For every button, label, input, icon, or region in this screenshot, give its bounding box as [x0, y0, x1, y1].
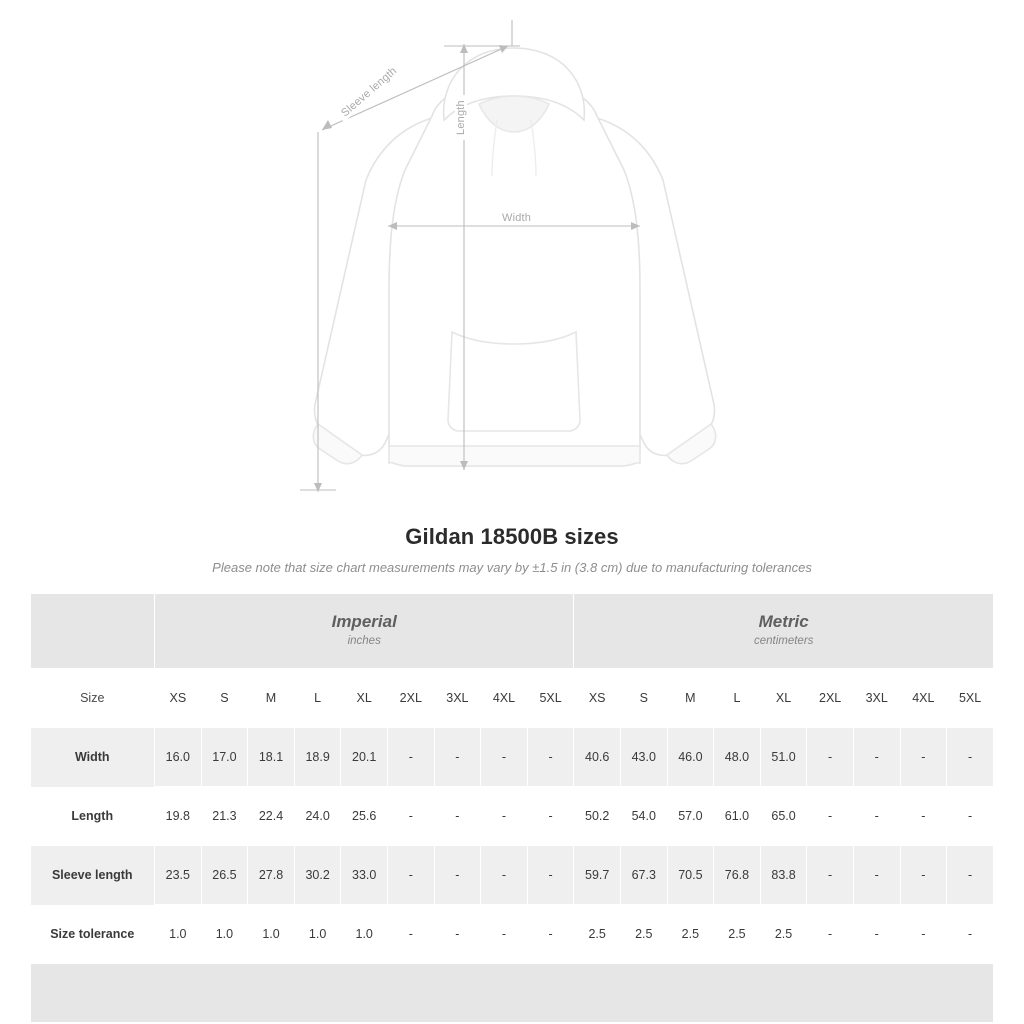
cell-metric-sleeve-5xl: - — [947, 846, 994, 905]
tolerance-note: Please note that size chart measurements may vary by ±1.5 in (3.8 cm) due to manufacturing tolerances — [212, 560, 812, 575]
row-label-length: Length — [31, 787, 155, 846]
cell-imperial-tolerance-2xl: - — [388, 905, 435, 964]
cell-imperial-length-2xl: - — [388, 787, 435, 846]
cell-metric-sleeve-m: 70.5 — [667, 846, 714, 905]
size-chart-table — [30, 593, 994, 1023]
cell-imperial-length-l: 24.0 — [294, 787, 341, 846]
cell-imperial-sleeve-5xl: - — [527, 846, 574, 905]
cell-metric-width-xl: 51.0 — [760, 728, 807, 787]
cell-imperial-width-4xl: - — [481, 728, 528, 787]
cell-metric-tolerance-l: 2.5 — [714, 905, 761, 964]
size-header-metric-4xl: 4XL — [900, 669, 947, 728]
cell-metric-length-s: 54.0 — [620, 787, 667, 846]
title-block — [0, 524, 1024, 575]
size-header-metric-l: L — [714, 669, 761, 728]
cell-imperial-length-s: 21.3 — [201, 787, 248, 846]
size-header-imperial-m: M — [248, 669, 295, 728]
cell-metric-sleeve-xs: 59.7 — [574, 846, 621, 905]
cell-imperial-sleeve-3xl: - — [434, 846, 481, 905]
unit-group-header-row — [31, 594, 994, 669]
cell-imperial-tolerance-4xl: - — [481, 905, 528, 964]
cell-metric-sleeve-l: 76.8 — [714, 846, 761, 905]
group-unit-imperial: inches — [347, 635, 381, 648]
cell-imperial-width-m: 18.1 — [248, 728, 295, 787]
table-footer-cell — [31, 964, 994, 1023]
cell-metric-tolerance-xs: 2.5 — [574, 905, 621, 964]
size-chart-table-wrapper — [30, 593, 994, 1023]
size-header-row — [31, 669, 994, 728]
page-title: Gildan 18500B sizes — [405, 524, 619, 549]
cell-metric-length-m: 57.0 — [667, 787, 714, 846]
group-header-imperial — [155, 594, 574, 669]
size-header-metric-s: S — [620, 669, 667, 728]
cell-imperial-tolerance-xs: 1.0 — [155, 905, 202, 964]
cell-metric-tolerance-5xl: - — [947, 905, 994, 964]
cell-metric-tolerance-m: 2.5 — [667, 905, 714, 964]
dimension-label-sleeve-length: Sleeve length — [336, 62, 402, 122]
size-header-metric-xl: XL — [760, 669, 807, 728]
cell-imperial-tolerance-xl: 1.0 — [341, 905, 388, 964]
size-header-imperial-l: L — [294, 669, 341, 728]
cell-metric-length-5xl: - — [947, 787, 994, 846]
size-header-imperial-5xl: 5XL — [527, 669, 574, 728]
size-header-metric-3xl: 3XL — [853, 669, 900, 728]
group-name-imperial: Imperial — [331, 612, 397, 632]
cell-metric-width-2xl: - — [807, 728, 854, 787]
cell-imperial-tolerance-l: 1.0 — [294, 905, 341, 964]
cell-imperial-length-4xl: - — [481, 787, 528, 846]
size-header-imperial-3xl: 3XL — [434, 669, 481, 728]
cell-imperial-width-s: 17.0 — [201, 728, 248, 787]
cell-metric-sleeve-2xl: - — [807, 846, 854, 905]
cell-metric-length-l: 61.0 — [714, 787, 761, 846]
size-header-imperial-4xl: 4XL — [481, 669, 528, 728]
cell-imperial-width-2xl: - — [388, 728, 435, 787]
cell-metric-width-xs: 40.6 — [574, 728, 621, 787]
size-label-cell: Size — [31, 669, 155, 728]
row-label-sleeve-length: Sleeve length — [31, 846, 155, 905]
cell-imperial-width-l: 18.9 — [294, 728, 341, 787]
cell-imperial-width-xs: 16.0 — [155, 728, 202, 787]
cell-metric-tolerance-xl: 2.5 — [760, 905, 807, 964]
cell-imperial-sleeve-l: 30.2 — [294, 846, 341, 905]
size-header-metric-m: M — [667, 669, 714, 728]
cell-metric-width-5xl: - — [947, 728, 994, 787]
size-header-imperial-xl: XL — [341, 669, 388, 728]
size-header-imperial-s: S — [201, 669, 248, 728]
cell-metric-width-4xl: - — [900, 728, 947, 787]
table-row — [31, 905, 994, 964]
cell-imperial-tolerance-m: 1.0 — [248, 905, 295, 964]
cell-metric-width-3xl: - — [853, 728, 900, 787]
cell-metric-width-m: 46.0 — [667, 728, 714, 787]
cell-metric-sleeve-4xl: - — [900, 846, 947, 905]
cell-metric-width-s: 43.0 — [620, 728, 667, 787]
cell-imperial-tolerance-s: 1.0 — [201, 905, 248, 964]
cell-metric-tolerance-3xl: - — [853, 905, 900, 964]
cell-metric-length-4xl: - — [900, 787, 947, 846]
group-name-metric: Metric — [758, 612, 809, 632]
cell-imperial-sleeve-s: 26.5 — [201, 846, 248, 905]
cell-imperial-sleeve-m: 27.8 — [248, 846, 295, 905]
garment-illustration — [0, 0, 1024, 510]
table-row — [31, 787, 994, 846]
group-header-metric — [574, 594, 994, 669]
row-label-size-tolerance: Size tolerance — [31, 905, 155, 964]
dimension-label-length: Length — [455, 95, 467, 140]
cell-metric-sleeve-3xl: - — [853, 846, 900, 905]
size-header-metric-xs: XS — [574, 669, 621, 728]
cell-imperial-length-5xl: - — [527, 787, 574, 846]
hoodie-drawing — [0, 0, 1024, 510]
cell-imperial-width-3xl: - — [434, 728, 481, 787]
cell-imperial-sleeve-xs: 23.5 — [155, 846, 202, 905]
cell-metric-width-l: 48.0 — [714, 728, 761, 787]
cell-imperial-sleeve-2xl: - — [388, 846, 435, 905]
cell-metric-length-xs: 50.2 — [574, 787, 621, 846]
cell-imperial-tolerance-5xl: - — [527, 905, 574, 964]
table-corner-cell — [31, 594, 155, 669]
size-header-metric-2xl: 2XL — [807, 669, 854, 728]
table-row — [31, 846, 994, 905]
cell-imperial-width-xl: 20.1 — [341, 728, 388, 787]
row-label-width: Width — [31, 728, 155, 787]
table-row — [31, 728, 994, 787]
size-header-imperial-2xl: 2XL — [388, 669, 435, 728]
group-unit-metric: centimeters — [753, 635, 814, 648]
cell-metric-sleeve-s: 67.3 — [620, 846, 667, 905]
cell-imperial-sleeve-4xl: - — [481, 846, 528, 905]
cell-metric-tolerance-4xl: - — [900, 905, 947, 964]
cell-metric-tolerance-s: 2.5 — [620, 905, 667, 964]
cell-imperial-length-xs: 19.8 — [155, 787, 202, 846]
cell-imperial-length-xl: 25.6 — [341, 787, 388, 846]
cell-imperial-width-5xl: - — [527, 728, 574, 787]
cell-metric-sleeve-xl: 83.8 — [760, 846, 807, 905]
cell-imperial-length-m: 22.4 — [248, 787, 295, 846]
cell-metric-length-3xl: - — [853, 787, 900, 846]
cell-imperial-length-3xl: - — [434, 787, 481, 846]
cell-metric-tolerance-2xl: - — [807, 905, 854, 964]
table-footer-row — [31, 964, 994, 1023]
size-header-metric-5xl: 5XL — [947, 669, 994, 728]
cell-imperial-tolerance-3xl: - — [434, 905, 481, 964]
dimension-label-width: Width — [496, 212, 537, 224]
cell-metric-length-2xl: - — [807, 787, 854, 846]
cell-imperial-sleeve-xl: 33.0 — [341, 846, 388, 905]
cell-metric-length-xl: 65.0 — [760, 787, 807, 846]
size-header-imperial-xs: XS — [155, 669, 202, 728]
